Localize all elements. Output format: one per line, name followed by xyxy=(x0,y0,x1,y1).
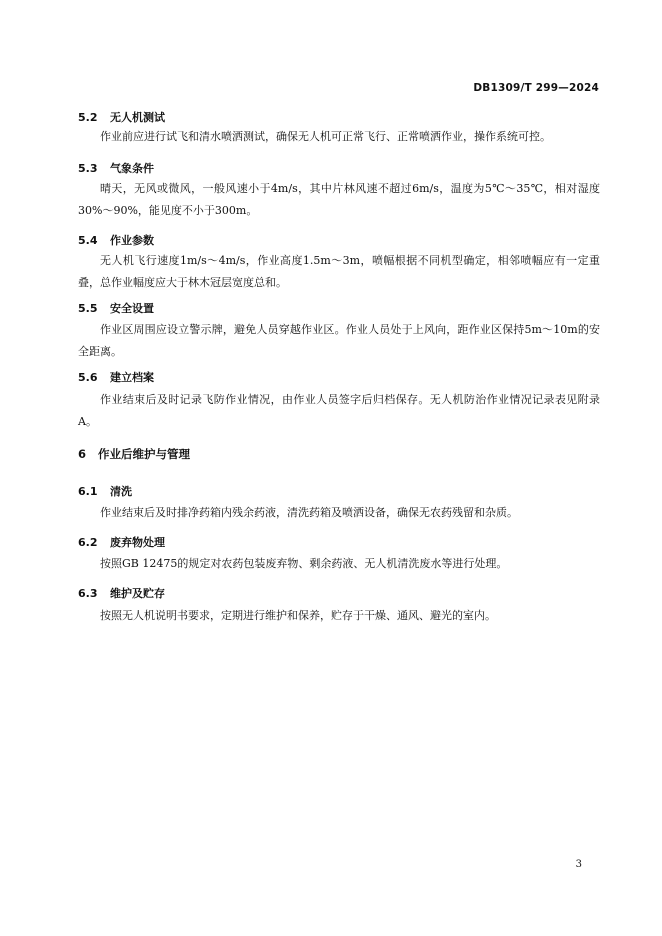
section-number: 5.2 xyxy=(78,111,98,124)
page-number: 3 xyxy=(575,859,582,870)
chapter-heading-6 xyxy=(78,446,190,462)
section-title: 无人机测试 xyxy=(110,111,165,124)
section-title: 清洗 xyxy=(110,485,132,498)
section-paragraph-5-2: 作业前应进行试飞和清水喷洒测试，确保无人机可正常飞行、正常喷洒作业，操作系统可控。 xyxy=(100,130,551,143)
section-paragraph-6-1: 作业结束后及时排净药箱内残余药液，清洗药箱及喷洒设备，确保无农药残留和杂质。 xyxy=(100,506,518,519)
chapter-title: 作业后维护与管理 xyxy=(98,447,190,461)
chapter-number: 6 xyxy=(78,447,87,461)
section-paragraph-5-6: 作业结束后及时记录飞防作业情况，由作业人员签字后归档保存。无人机防治作业情况记录表见附录A。 xyxy=(78,393,600,428)
section-title: 气象条件 xyxy=(110,162,154,175)
section-number: 5.4 xyxy=(78,234,98,247)
section-paragraph-6-3: 按照无人机说明书要求，定期进行维护和保养，贮存于干燥、通风、避光的室内。 xyxy=(100,609,496,622)
section-heading-5-4 xyxy=(78,232,154,248)
section-heading-5-3 xyxy=(78,160,154,176)
section-title: 安全设置 xyxy=(110,302,154,315)
section-title: 维护及贮存 xyxy=(110,587,165,600)
section-number: 5.5 xyxy=(78,302,98,315)
section-number: 6.1 xyxy=(78,485,98,498)
section-number: 5.3 xyxy=(78,162,98,175)
section-heading-5-5 xyxy=(78,300,154,316)
section-number: 5.6 xyxy=(78,371,98,384)
section-paragraph-5-5: 作业区周围应设立警示牌，避免人员穿越作业区。作业人员处于上风向，距作业区保持5m～10m的安全距离。 xyxy=(78,323,600,358)
section-title: 作业参数 xyxy=(110,234,154,247)
section-paragraph-5-3: 晴天，无风或微风，一般风速小于4m/s，其中片林风速不超过6m/s，温度为5℃～35℃，相对湿度30%～90%，能见度不小于300m。 xyxy=(78,182,600,217)
section-heading-6-3 xyxy=(78,585,165,601)
section-paragraph-6-2: 按照GB 12475的规定对农药包装废弃物、剩余药液、无人机清洗废水等进行处理。 xyxy=(100,557,508,570)
section-number: 6.3 xyxy=(78,587,98,600)
section-title: 建立档案 xyxy=(110,371,154,384)
section-heading-6-2 xyxy=(78,534,165,550)
section-heading-5-6 xyxy=(78,369,154,385)
section-number: 6.2 xyxy=(78,536,98,549)
section-paragraph-5-4: 无人机飞行速度1m/s～4m/s，作业高度1.5m～3m，喷幅根据不同机型确定，相邻喷幅应有一定重叠，总作业幅度应大于林木冠层宽度总和。 xyxy=(78,254,600,289)
section-heading-6-1 xyxy=(78,483,132,499)
section-title: 废弃物处理 xyxy=(110,536,165,549)
document-code: DB1309/T 299—2024 xyxy=(473,82,599,94)
section-heading-5-2 xyxy=(78,109,165,125)
